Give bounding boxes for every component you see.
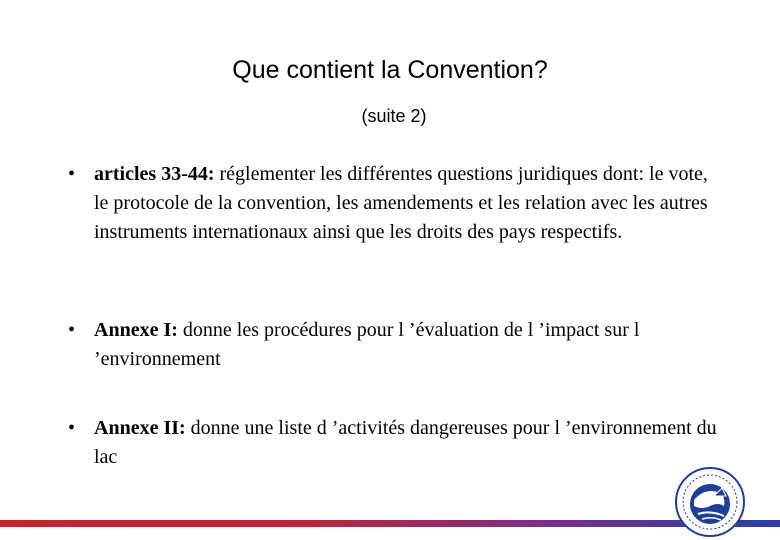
- list-item: [62, 160, 722, 247]
- list-item: [62, 414, 722, 472]
- bullet-icon: •: [68, 163, 76, 185]
- list-item: [62, 316, 722, 374]
- bullet-lead: articles 33-44:: [94, 163, 215, 185]
- bullet-icon: •: [68, 319, 76, 341]
- bullet-text: donne une liste d ’activités dangereuses pour l ’environnement du lac: [94, 417, 717, 468]
- bullet-text: réglementer les différentes questions juridiques dont: le vote, le protocole de la convention, les amendements et les relation avec les autres instruments internationaux ainsi que les droits des pays respectifs.: [94, 163, 708, 243]
- bullet-lead: Annexe I:: [94, 319, 178, 341]
- bullet-icon: •: [68, 417, 76, 439]
- bullet-lead: Annexe II:: [94, 417, 186, 439]
- footer-bar: [0, 520, 780, 527]
- bullet-text: donne les procédures pour l ’évaluation de l ’impact sur l ’environnement: [94, 319, 640, 370]
- slide-title: Que contient la Convention?: [232, 56, 548, 84]
- emblem-icon: [674, 466, 746, 538]
- slide-subtitle: (suite 2): [361, 106, 427, 126]
